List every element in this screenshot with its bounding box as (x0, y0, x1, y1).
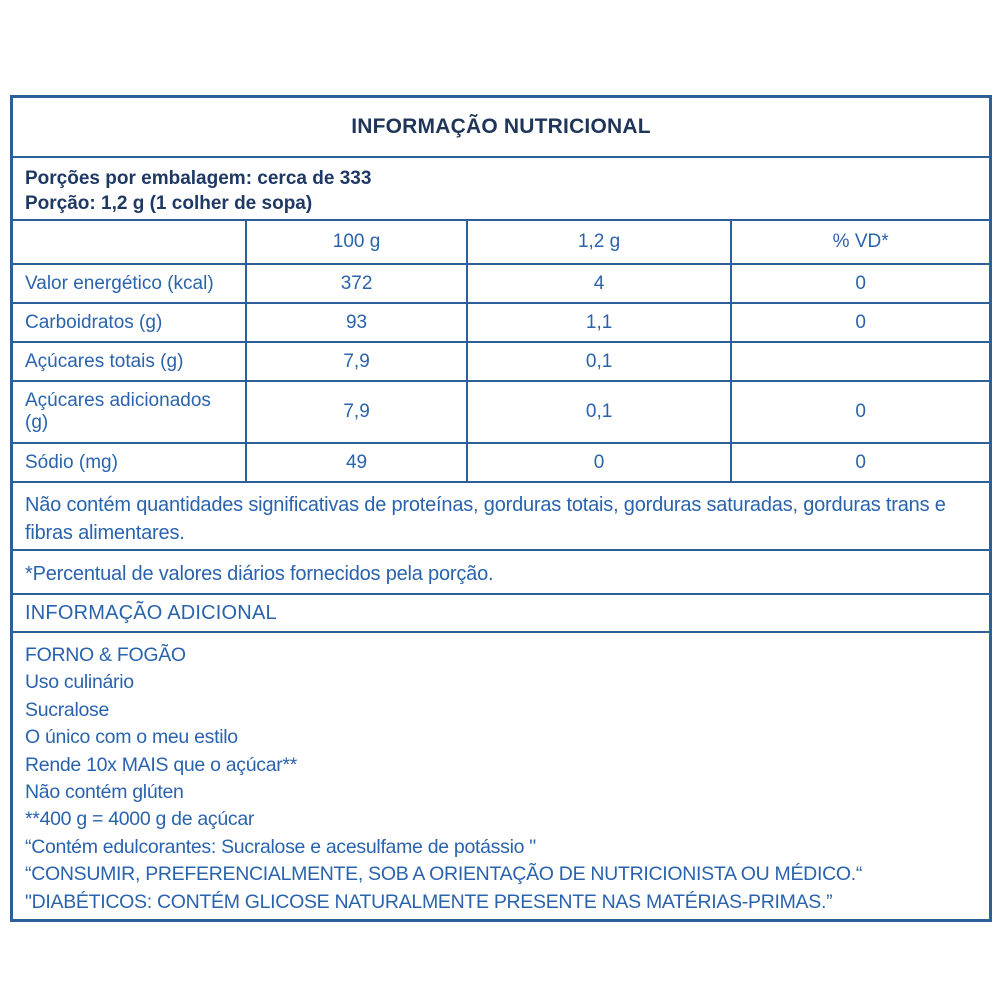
note-no-significant-amounts: Não contém quantidades significativas de proteínas, gorduras totais, gorduras saturadas, gorduras trans e fibras alimentares. (13, 481, 989, 549)
nutrient-name: Valor energético (kcal) (25, 272, 214, 294)
value-percent-dv: 0 (730, 265, 989, 302)
value-per-100g: 7,9 (245, 382, 466, 442)
nutrient-name: Sódio (mg) (25, 451, 118, 473)
value-per-100g: 49 (245, 444, 466, 481)
value-per-100g: 7,9 (245, 343, 466, 380)
value-per-100g: 372 (245, 265, 466, 302)
servings-section (13, 156, 989, 219)
additional-line: "DIABÉTICOS: CONTÉM GLICOSE NATURALMENTE PRESENTE NAS MATÉRIAS-PRIMAS.” (25, 890, 833, 913)
table-header-row (13, 219, 989, 263)
additional-info-header: INFORMAÇÃO ADICIONAL (13, 593, 989, 631)
table-row-energy (13, 263, 989, 302)
label-title: INFORMAÇÃO NUTRICIONAL (351, 115, 651, 138)
additional-line: Não contém glúten (25, 781, 184, 804)
additional-line: **400 g = 4000 g de açúcar (25, 808, 255, 831)
value-percent-dv: 0 (730, 382, 989, 442)
note-percent-daily-values: *Percentual de valores diários fornecidos pela porção. (13, 549, 989, 593)
value-per-portion: 1,1 (466, 304, 730, 341)
additional-line: Uso culinário (25, 671, 134, 694)
table-row-carbs (13, 302, 989, 341)
value-per-portion: 0 (466, 444, 730, 481)
serving-size: Porção: 1,2 g (1 colher de sopa) (25, 193, 313, 214)
value-per-portion: 0,1 (466, 382, 730, 442)
additional-line: “CONSUMIR, PREFERENCIALMENTE, SOB A ORIENTAÇÃO DE NUTRICIONISTA OU MÉDICO.“ (25, 863, 863, 886)
value-percent-dv: 0 (730, 444, 989, 481)
value-per-portion: 0,1 (466, 343, 730, 380)
header-per-100g: 100 g (245, 221, 466, 263)
nutrient-name: Carboidratos (g) (25, 311, 163, 333)
additional-line: Rende 10x MAIS que o açúcar** (25, 753, 298, 776)
header-per-portion: 1,2 g (466, 221, 730, 263)
nutrition-label (10, 95, 992, 922)
table-row-added-sugars (13, 380, 989, 442)
servings-per-package: Porções por embalagem: cerca de 333 (25, 168, 372, 189)
value-per-portion: 4 (466, 265, 730, 302)
table-row-total-sugars (13, 341, 989, 380)
brand-name: FORNO & FOGÃO (25, 644, 186, 666)
value-per-100g: 93 (245, 304, 466, 341)
table-row-sodium (13, 442, 989, 481)
nutrient-name: Açúcares totais (g) (25, 350, 184, 372)
nutrient-name: Açúcares adicionados (g) (25, 390, 211, 433)
header-percent-dv: % VD* (730, 221, 989, 263)
additional-line: “Contém edulcorantes: Sucralose e acesulfame de potássio " (25, 835, 536, 858)
additional-line: O único com o meu estilo (25, 726, 238, 749)
additional-info-section (13, 631, 989, 921)
header-nutrient (13, 221, 245, 263)
additional-line: Sucralose (25, 698, 110, 721)
value-percent-dv (730, 343, 989, 380)
value-percent-dv: 0 (730, 304, 989, 341)
